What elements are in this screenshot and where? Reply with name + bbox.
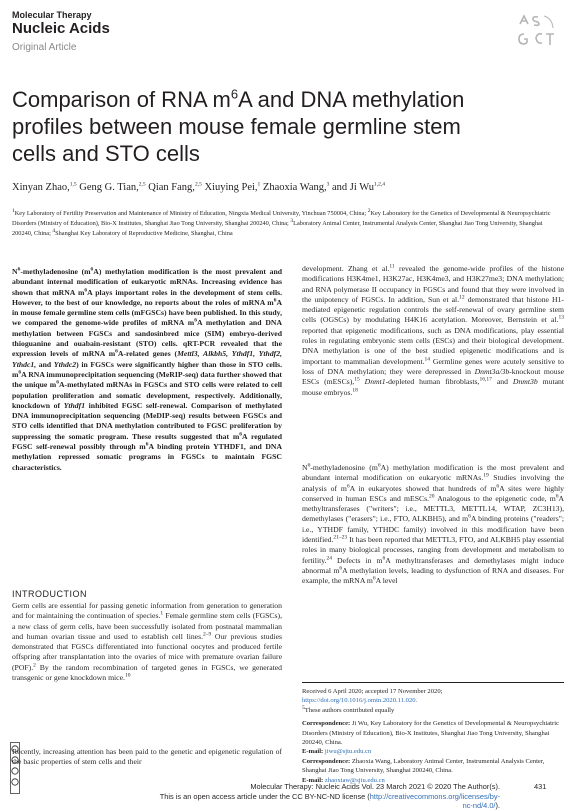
right-paragraph-1: development. Zhang et al.$^{11}$ revealed the genome-wide profiles of the histone modifications H3K4me1, H3K27ac, H3K4me3, and H3K27me3; DNA methylation; and RNA polymerase II occupancy in FGSCs and found that they were involved in the unipotency of FGSCs. In addition, Sun et al.$^{12}$ demonstrated that histone H1-mediated epigenetic regulation controls the self-renewal of ovary germline stem cells (OGSCs) by modulating H4K16 acetylation. Moreover, Bernstein et al.$^{13}$ reported that epigenetic modifications, such as DNA modifications, play essential roles in regulating embryonic stem cells (ESCs) and their biological development. DNA methylation is one of the best studied epigenetic modifications and is important to mammalian development.$^{14}$ Germline genes were acutely sensitive to loss of DNA methylation; they were derepressed in Dnmt3a/3b-knockout mouse ESCs (mESCs),$^{15}$ Dnmt1-depleted human fibroblasts,$^{16,17}$ and Dnmt3b mutant mouse embryos.$^{18}$	[302, 263, 565, 397]
section-heading-introduction: INTRODUCTION	[12, 589, 87, 599]
doi-link[interactable]: https://doi.org/10.1016/j.omtn.2020.11.020.	[302, 697, 418, 705]
received-date: Received 6 April 2020; accepted 17 November 2020;	[302, 688, 443, 695]
asgct-logo-icon	[516, 14, 556, 48]
email-1[interactable]: E-mail: jiwu@sjtu.edu.cn	[302, 748, 372, 756]
abstract: $N^6$-methyladenosine $(m^6A)$ methylation modification is the most prevalent and abundant internal modification of eukaryotic mRNAs. Increasing evidence has shown that mRNA $m^6A$ plays important roles in the development of stem cells. However, to the best of our knowledge, no reports about the roles of mRNA $m^6A$ in mouse female germline stem cells (mFGSCs) have been published. In this study, we compared the genome-wide profiles of mRNA $m^6A$ methylation and DNA methylation between FGSCs and sandosinbred mice (SIM) embryo-derived thioguanine and ouabain-resistant (STO) cells. qRT-PCR revealed that the expression levels of mRNA $m^6A$-related genes (Mettl3, Alkbh5, Ythdf1, Ythdf2, Ythdc1, and Ythdc2) in FGSCs were significantly higher than those in STO cells. $m^6A$ RNA immunoprecipitation sequencing (MeRIP-seq) data further showed that the unique $m^6A$-methylated mRNAs in FGSCs and STO cells were related to cell population proliferation and somatic development, respectively. Additionally, knockdown of Ythdf1 inhibited FGSC self-renewal. Comparison of methylated DNA immunoprecipitation sequencing (MeDIP-seq) results between FGSCs and STO cells identified that DNA methylation contributed to FGSC proliferation by suppressing the somatic program. These results suggested that $m^6A$ regulated FGSC self-renewal possibly through $m^6A$ binding protein YTHDF1, and DNA methylation repressed somatic programs in FGSCs to maintain FGSC characteristics.	[12, 266, 282, 472]
author-list: Xinyan Zhao,$^{1,5}$ Geng G. Tian,$^{2,5}$ Qian Fang,$^{2,5}$ Xiuying Pei,$^1$ Zhaoxia Wang,$^3$ and Ji Wu$^{1,2,4}$	[12, 181, 385, 193]
sub-journal-name: Nucleic Acids	[12, 20, 110, 37]
footer-license[interactable]: This is an open access article under the CC BY-NC-ND license (http://creativecommons.org/licenses/by-nc-nd/4.0/).	[159, 791, 500, 810]
page-number: 431	[534, 782, 547, 791]
equal-contribution-note: $^5$These authors contributed equally	[302, 704, 395, 714]
correspondence-1: Correspondence: Ji Wu, Key Laboratory for the Genetics of Developmental & Neuropsychiatric Disorders (Ministry of Education), Bio-X Institutes, Shanghai Jiao Tong University, Shanghai 200240, China.	[302, 720, 559, 747]
article-type: Original Article	[12, 42, 77, 53]
affiliations: $^1$Key Laboratory of Fertility Preservation and Maintenance of Ministry of Education, Ningxia Medical University, Yinchuan 750004, China; $^2$Key Laboratory for the Genetics of Developmental & Neuropsychiatric Disorders (Ministry of Education), Bio-X Institutes, Shanghai Jiao Tong University, Shanghai 200240, China; $^3$Laboratory Animal Center, Instrumental Analysis Center, Shanghai Jiao Tong University, Shanghai 200240, China; $^4$Shanghai Key Laboratory of Reproductive Medicine, Shanghai, China	[12, 207, 551, 237]
title-part-1: Comparison of RNA m	[12, 87, 231, 112]
correspondence-2-text: Zhaoxia Wang, Laboratory Animal Center, Instrumental Analysis Center, Shanghai Jiao Tong University, Shanghai 200240, China.	[302, 757, 545, 775]
article-title	[12, 86, 472, 167]
page-footer	[150, 782, 500, 811]
correspondence-1-text: Ji Wu, Key Laboratory for the Genetics of Developmental & Neuropsychiatric Disorders (Ministry of Education), Bio-X Institutes, Shanghai Jiao Tong University, Shanghai 200240, China.	[302, 720, 559, 747]
intro-paragraph-1: Germ cells are essential for passing genetic information from generation to generation and for maintaining the continuation of species.$^1$ Female germline stem cells (FGSCs), a new class of germ cells, have been successfully isolated from postnatal mammalian and human ovarian tissue and used to establish cell lines.$^{2-9}$ Our previous studies demonstrated that FGSCs differentiated into functional oocytes and produced fertile offspring after transplantation into the ovaries of mice with premature ovarian failure (POF).$^2$ By the random recombination of targeted genes in FGSCs, we generated transgenic or gene knockdown mice.$^{10}$	[12, 601, 282, 683]
cc-by-nc-nd-icon	[10, 742, 20, 794]
journal-name: Molecular Therapy	[12, 10, 92, 20]
title-part-2: A and DNA methylation profiles between mouse female germline stem cells and STO cells	[12, 87, 465, 166]
right-paragraph-2: $N^6$-methyladenosine $(m^6A)$ methylation modification is the most prevalent and abundant internal modification on eukaryotic mRNAs.$^{19}$ Studies involving the analysis of $m^6A$ in eukaryotes showed that hundreds of $m^6A$ sites were highly conserved in human ESCs and mESCs.$^{20}$ Analogous to the epigenetic code, $m^6A$ methyltransferases ("writers"; i.e., METTL3, METTL14, WTAP, ZC3H13), demethylases ("erasers"; i.e., FTO, ALKBH5), and $m^6A$ binding proteins ("readers"; i.e., YTHDF family, YTHDC family) involved in this modification have been identified.$^{21-23}$ It has been reported that METTL3, FTO, and ALKBH5 play essential roles in many biological processes, ranging from development and metabolism to fertility.$^{24}$ Defects in $m^6A$ methyltransferases and demethylases might induce abnormal $m^6A$ methylation levels, leading to dysfunction of RNA and diseases. For example, the mRNA $m^6A$ level	[302, 462, 565, 586]
footer-citation: Molecular Therapy: Nucleic Acids Vol. 23 March 2021 © 2020 The Author(s).	[250, 782, 500, 791]
correspondence-2: Correspondence: Zhaoxia Wang, Laboratory Animal Center, Instrumental Analysis Center, Shanghai Jiao Tong University, Shanghai 200240, China.	[302, 757, 545, 775]
footnotes	[302, 682, 564, 785]
email-2[interactable]: E-mail: zhaoxiaw@sjtu.edu.cn	[302, 776, 385, 784]
title-superscript: 6	[230, 86, 239, 102]
intro-paragraph-2: Recently, increasing attention has been paid to the genetic and epigenetic regulation of the basic properties of stem cells and their	[12, 747, 282, 767]
